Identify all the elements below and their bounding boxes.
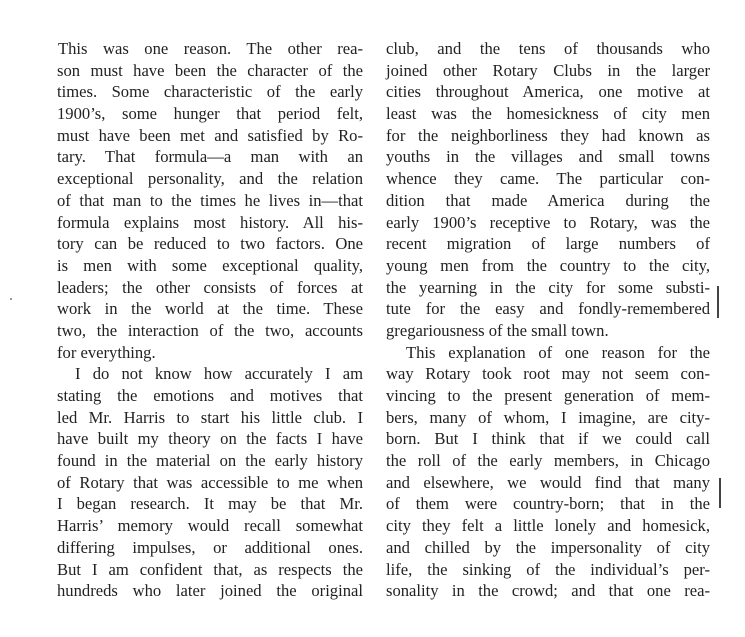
text-line: work in the world at the time. These xyxy=(57,299,363,319)
scan-mark xyxy=(719,478,721,508)
text-line: joined other Rotary Clubs in the larger xyxy=(386,60,710,80)
text-line: least was the homesickness of city men xyxy=(386,104,710,124)
scan-speck xyxy=(10,298,12,300)
text-line: the yearning in the city for some substi- xyxy=(386,277,710,297)
text-line: tute for the easy and fondly-remembered xyxy=(386,299,710,319)
text-line: whence they came. The particular con- xyxy=(386,169,710,189)
text-line: hundreds who later joined the original xyxy=(57,581,363,601)
text-line: times. Some characteristic of the early xyxy=(57,82,363,102)
text-line: life, the sinking of the individual’s per- xyxy=(386,559,710,579)
text-line: gregariousness of the small town. xyxy=(386,320,609,340)
text-line: for everything. xyxy=(57,342,156,362)
text-line: I began research. It may be that Mr. xyxy=(57,494,363,514)
text-line: and elsewhere, we would find that many xyxy=(386,472,710,492)
text-line: Harris’ memory would recall somewhat xyxy=(57,516,363,536)
text-line: dition that made America during the xyxy=(386,190,710,210)
text-line: way Rotary took root may not seem con- xyxy=(386,364,710,384)
text-line: exceptional personality, and the relation xyxy=(57,169,363,189)
text-line: the roll of the early members, in Chicago xyxy=(386,451,710,471)
text-line: tary. That formula—a man with an xyxy=(57,147,363,167)
text-line: born. But I think that if we could call xyxy=(386,429,710,449)
text-line: found in the material on the early history xyxy=(57,451,363,471)
text-line: of them were country-born; that in the xyxy=(386,494,710,514)
left-text-column xyxy=(57,38,363,602)
text-line: This explanation of one reason for the xyxy=(406,342,710,362)
text-line: vincing to the present generation of mem- xyxy=(386,386,710,405)
text-line: stating the emotions and motives that xyxy=(57,386,363,405)
text-line: formula explains most history. All his- xyxy=(57,212,363,232)
text-line: differing impulses, or additional ones. xyxy=(57,537,363,557)
text-line: I do not know how accurately I am xyxy=(75,364,363,384)
text-line: bers, many of whom, I imagine, are city- xyxy=(386,407,710,427)
text-line: led Mr. Harris to start his little club. I xyxy=(57,407,363,427)
text-line: early 1900’s receptive to Rotary, was the xyxy=(386,212,710,232)
text-line: must have been met and satisfied by Ro- xyxy=(57,125,363,145)
text-line: 1900’s, some hunger that period felt, xyxy=(57,104,363,124)
text-line: club, and the tens of thousands who xyxy=(386,39,710,58)
text-line: recent migration of large numbers of xyxy=(386,234,710,254)
text-line: of that man to the times he lives in—that xyxy=(57,190,363,210)
text-line: have built my theory on the facts I have xyxy=(57,429,363,449)
text-line: son must have been the character of the xyxy=(57,60,363,80)
scan-mark xyxy=(717,286,719,318)
text-line: tory can be reduced to two factors. One xyxy=(57,234,363,254)
text-line: leaders; the other consists of forces at xyxy=(57,277,363,297)
text-line: two, the interaction of the two, accounts xyxy=(57,320,363,340)
text-line: young men from the country to the city, xyxy=(386,255,710,275)
text-line: sonality in the crowd; and that one rea- xyxy=(386,581,710,601)
text-line: youths in the villages and small towns xyxy=(386,147,710,167)
text-line: is men with some exceptional quality, xyxy=(57,255,363,275)
text-line: This was one reason. The other rea- xyxy=(58,39,363,58)
text-line: and chilled by the impersonality of city xyxy=(386,537,710,557)
text-line: of Rotary that was accessible to me when xyxy=(57,472,363,492)
text-line: But I am confident that, as respects the xyxy=(57,559,363,579)
text-line: cities throughout America, one motive at xyxy=(386,82,710,102)
text-line: for the neighborliness they had known as xyxy=(386,125,710,145)
right-text-column xyxy=(386,38,710,602)
text-line: city they felt a little lonely and homesick, xyxy=(386,516,710,536)
